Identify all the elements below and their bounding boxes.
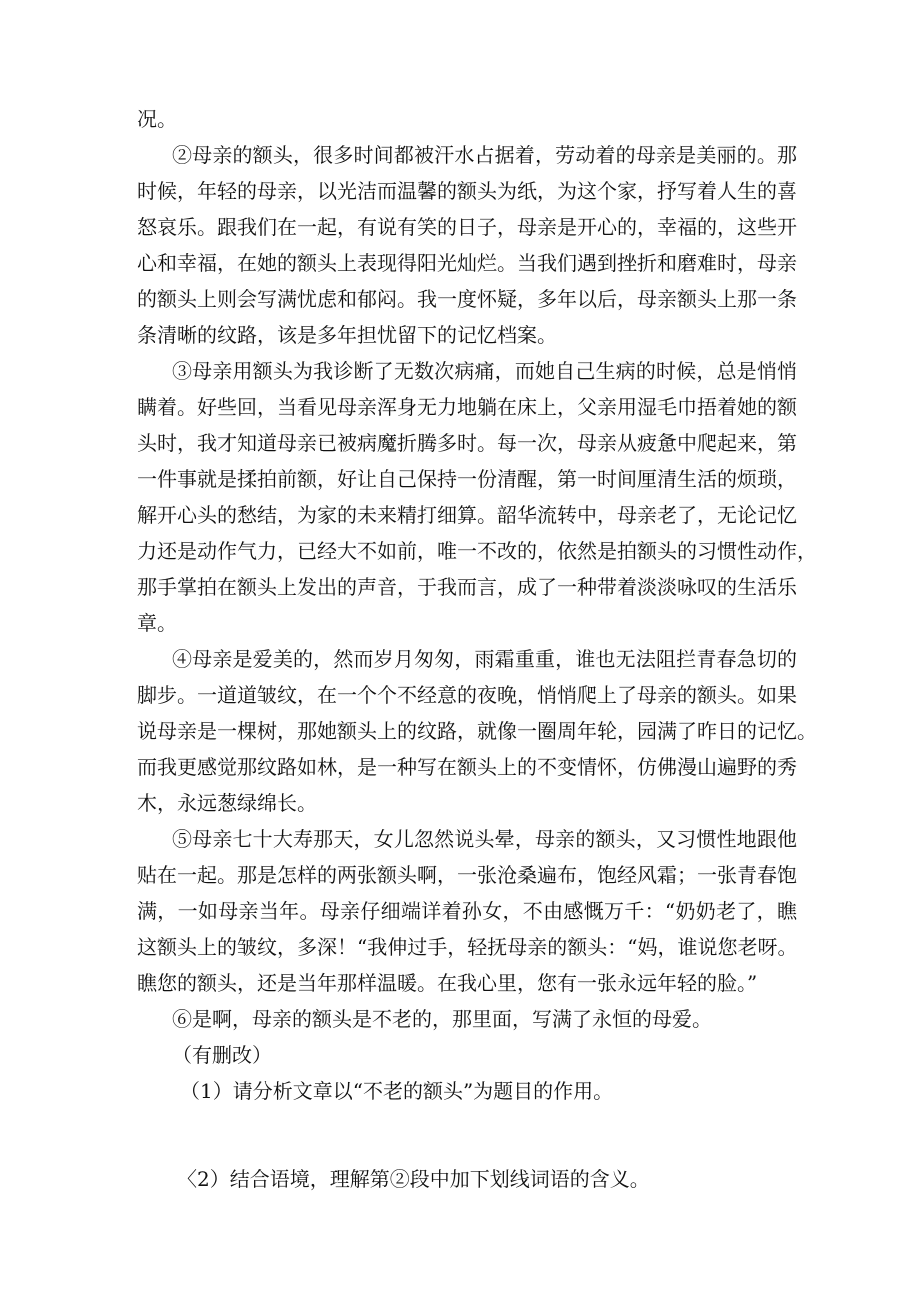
paragraph-1-tail: 况。	[137, 107, 177, 131]
paragraph-4-line: 而我更感觉那纹路如林，是一种写在额头上的不变情怀，仿佛漫山遍野的秀	[137, 755, 797, 779]
paragraph-3-line: 瞒着。好些回，当看见母亲浑身无力地躺在床上，父亲用湿毛巾捂着她的额	[137, 395, 797, 419]
paragraph-3-line: 解开心头的愁结，为家的未来精打细算。韶华流转中，母亲老了，无论记忆	[137, 503, 797, 527]
paragraph-2-line: 条清晰的纹路，该是多年担忧留下的记忆档案。	[137, 323, 557, 347]
paragraph-4-line: 说母亲是一棵树，那她额头上的纹路，就像一圈周年轮，园满了昨日的记忆。	[137, 719, 817, 743]
paragraph-5-line: 瞧您的额头，还是当年那样温暖。在我心里，您有一张永远年轻的脸。”	[137, 971, 758, 995]
paragraph-2-line: 时候，年轻的母亲，以光洁而温馨的额头为纸，为这个家，抒写着人生的喜	[137, 179, 797, 203]
paragraph-3-line: 一件事就是揉拍前额，好让自己保持一份清醒，第一时间厘清生活的烦琐，	[137, 467, 797, 491]
paragraph-2-line: 心和幸福，在她的额头上表现得阳光灿烂。当我们遇到挫折和磨难时，母亲	[137, 251, 797, 275]
question-2: 〈2）结合语境，理解第②段中加下划线词语的含义。	[177, 1167, 650, 1191]
paragraph-5-line: 贴在一起。那是怎样的两张额头啊，一张沧桑遍布，饱经风霜；一张青春饱	[137, 863, 797, 887]
paragraph-3-line: 力还是动作气力，已经大不如前，唯一不改的，依然是拍额头的习惯性动作，	[137, 539, 817, 563]
source-note: （有删改）	[172, 1043, 272, 1067]
paragraph-3-line: ③母亲用额头为我诊断了无数次病痛，而她自己生病的时候，总是悄悄	[172, 359, 797, 383]
paragraph-2-line: 怒哀乐。跟我们在一起，有说有笑的日子，母亲是开心的，幸福的，这些开	[137, 215, 797, 239]
paragraph-4-line: ④母亲是爱美的，然而岁月匆匆，雨霜重重，谁也无法阻拦青春急切的	[172, 647, 797, 671]
paragraph-3-line: 章。	[137, 611, 177, 635]
paragraph-2-line: ②母亲的额头，很多时间都被汗水占据着，劳动着的母亲是美丽的。那	[172, 143, 797, 167]
paragraph-5-line: 这额头上的皱纹，多深！“我伸过手，轻抚母亲的额头：“妈，谁说您老呀。	[137, 935, 798, 959]
paragraph-6: ⑥是啊，母亲的额头是不老的，那里面，写满了永恒的母爱。	[172, 1007, 712, 1031]
paragraph-2-line: 的额头上则会写满忧虑和郁闷。我一度怀疑，多年以后，母亲额头上那一条	[137, 287, 797, 311]
paragraph-3-line: 头时，我才知道母亲已被病魔折腾多时。每一次，母亲从疲惫中爬起来，第	[137, 431, 797, 455]
paragraph-5-line: ⑤母亲七十大寿那天，女儿忽然说头晕，母亲的额头，又习惯性地跟他	[172, 827, 797, 851]
paragraph-4-line: 脚步。一道道皱纹，在一个个不经意的夜晚，悄悄爬上了母亲的额头。如果	[137, 683, 797, 707]
question-1: （1）请分析文章以“不老的额头”为题目的作用。	[180, 1079, 614, 1103]
paragraph-5-line: 满，一如母亲当年。母亲仔细端详着孙女，不由感慨万千：“奶奶老了，瞧	[137, 899, 797, 923]
paragraph-3-line: 那手掌拍在额头上发出的声音，于我而言，成了一种带着淡淡咏叹的生活乐	[137, 575, 797, 599]
paragraph-4-line: 木，永远葱绿绵长。	[137, 791, 317, 815]
